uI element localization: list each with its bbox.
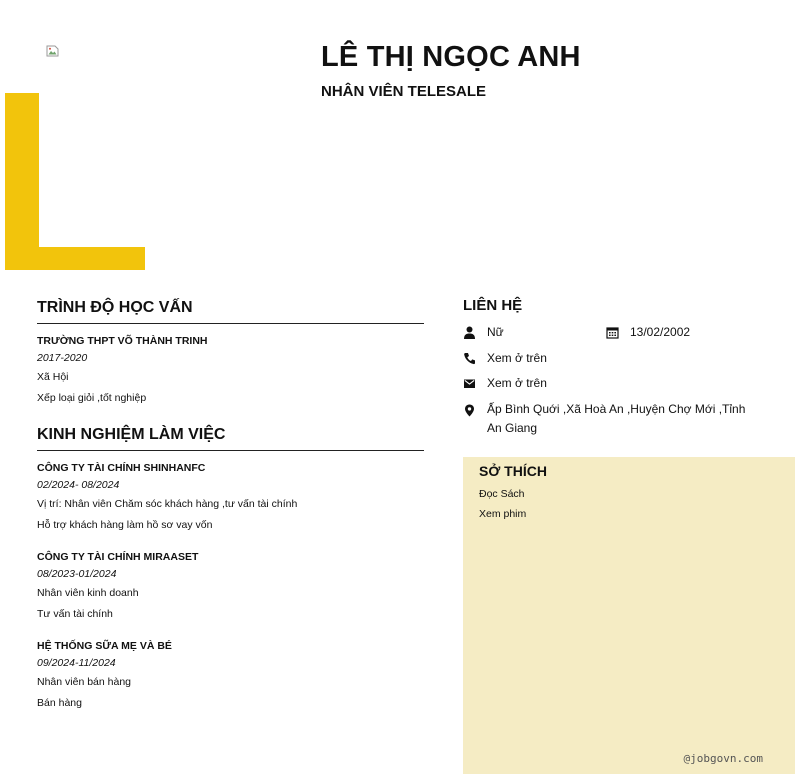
- calendar-icon: [606, 326, 619, 339]
- education-item: [37, 333, 424, 408]
- experience-section: [37, 426, 424, 713]
- mail-icon: [463, 377, 476, 390]
- experience-item: [37, 638, 424, 713]
- email-value: Xem ở trên: [487, 376, 547, 390]
- broken-photo-icon: [46, 44, 59, 56]
- left-column: [37, 299, 424, 731]
- location-pin-icon: [463, 404, 476, 417]
- experience-item: [37, 549, 424, 624]
- experience-detail: Bán hàng: [37, 696, 82, 709]
- experience-detail: Nhân viên bán hàng: [37, 676, 131, 688]
- education-section: [37, 299, 424, 408]
- phone-value: Xem ở trên: [487, 351, 547, 365]
- address-line-2: An Giang: [487, 421, 538, 435]
- experience-period: 08/2023-01/2024: [37, 568, 117, 580]
- school-name: TRƯỜNG THPT VÕ THÀNH TRINH: [37, 335, 208, 347]
- accent-bar-horizontal: [5, 247, 145, 270]
- company-name: CÔNG TY TÀI CHÍNH MIRAASET: [37, 551, 199, 563]
- experience-item: [37, 460, 424, 535]
- person-icon: [463, 326, 476, 339]
- birthday-value: 13/02/2002: [630, 325, 691, 339]
- watermark: @jobgovn.com: [683, 752, 763, 765]
- accent-bar-vertical: [5, 93, 39, 270]
- phone-icon: [463, 352, 476, 365]
- gender-value: Nữ: [487, 325, 504, 339]
- contact-section: [463, 297, 795, 435]
- candidate-position: NHÂN VIÊN TELESALE: [321, 83, 487, 100]
- hobbies-list: [479, 484, 779, 524]
- experience-title: KINH NGHIỆM LÀM VIỆC: [37, 426, 424, 451]
- experience-detail: Tư vấn tài chính: [37, 607, 113, 620]
- experience-period: 09/2024-11/2024: [37, 657, 116, 669]
- education-detail: Xã Hội: [37, 371, 69, 383]
- contact-title: LIÊN HỆ: [463, 297, 523, 314]
- company-name: CÔNG TY TÀI CHÍNH SHINHANFC: [37, 462, 206, 474]
- hobby-item: Đọc Sách: [479, 488, 525, 500]
- hobbies-title: SỞ THÍCH: [479, 463, 547, 479]
- education-detail: Xếp loại giỏi ,tốt nghiệp: [37, 391, 147, 404]
- experience-detail: Hỗ trợ khách hàng làm hồ sơ vay vốn: [37, 518, 213, 531]
- education-title: TRÌNH ĐỘ HỌC VẤN: [37, 299, 424, 324]
- candidate-name: LÊ THỊ NGỌC ANH: [321, 41, 581, 73]
- education-period: 2017-2020: [37, 352, 88, 364]
- address-line-1: Ấp Bình Quới ,Xã Hoà An ,Huyện Chợ Mới ,Tỉnh: [487, 402, 746, 416]
- hobbies-section: [463, 457, 795, 774]
- experience-detail: Vị trí: Nhân viên Chăm sóc khách hàng ,tư vấn tài chính: [37, 498, 298, 510]
- company-name: HỆ THỐNG SỮA MẸ VÀ BÉ: [37, 640, 172, 652]
- hobby-item: Xem phim: [479, 508, 527, 520]
- experience-period: 02/2024- 08/2024: [37, 479, 120, 491]
- experience-detail: Nhân viên kinh doanh: [37, 587, 139, 599]
